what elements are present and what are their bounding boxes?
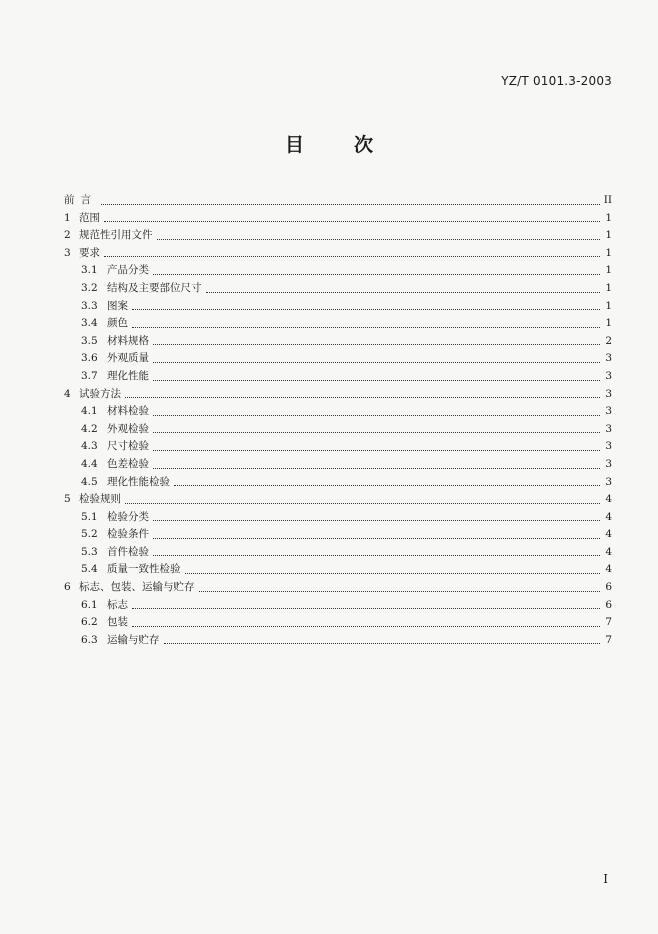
toc-entry-page: 1 (605, 229, 612, 242)
dot-leader (153, 379, 600, 381)
dot-leader (104, 220, 600, 222)
toc-entry (64, 421, 612, 439)
toc-entry-page: 3 (605, 457, 612, 470)
toc-entry (64, 632, 612, 650)
toc-entry-number: 6.3 (81, 633, 98, 646)
toc-entry-label: 材料检验 (107, 405, 149, 418)
toc-entry (64, 386, 612, 404)
toc-entry-label: 尺寸检验 (107, 440, 149, 453)
dot-leader (153, 361, 600, 363)
toc-entry-label: 质量一致性检验 (107, 563, 181, 576)
toc-entry-label: 范围 (79, 211, 100, 224)
toc-entry (64, 262, 612, 280)
toc-entry-label: 外观质量 (107, 352, 149, 365)
dot-leader (153, 537, 600, 539)
toc-entry-page: 3 (605, 475, 612, 488)
toc-entry-number: 3.7 (81, 369, 98, 382)
toc-entry-page: 6 (605, 581, 612, 594)
toc-entry-page: 7 (605, 616, 612, 629)
toc-entry-label: 包装 (107, 616, 128, 629)
dot-leader (153, 431, 600, 433)
toc-entry (64, 227, 612, 245)
toc-entry-number: 4.5 (81, 475, 98, 488)
toc-entry-number: 3.3 (81, 299, 98, 312)
dot-leader (185, 572, 601, 574)
toc-entry-label: 首件检验 (107, 545, 149, 558)
toc-entry-number: 5 (64, 493, 71, 506)
toc-entry-page: 1 (605, 317, 612, 330)
toc-entry-number: 2 (64, 229, 71, 242)
toc-entry (64, 210, 612, 228)
toc-entry (64, 614, 612, 632)
toc-entry (64, 333, 612, 351)
dot-leader (206, 291, 601, 293)
dot-leader (174, 484, 600, 486)
toc-entry (64, 368, 612, 386)
toc-entry-number: 5.2 (81, 528, 98, 541)
dot-leader (153, 554, 600, 556)
dot-leader (132, 326, 600, 328)
dot-leader (164, 642, 601, 644)
toc-entry-number: 5.3 (81, 545, 98, 558)
toc-entry-label: 要求 (79, 246, 100, 259)
toc-entry (64, 456, 612, 474)
toc-entry-label: 前言 (64, 194, 97, 206)
toc-entry-page: 1 (605, 299, 612, 312)
dot-leader (125, 396, 600, 398)
toc-entry (64, 280, 612, 298)
toc-entry-number: 4.3 (81, 440, 98, 453)
table-of-contents (64, 192, 612, 649)
toc-entry (64, 474, 612, 492)
toc-entry-number: 6.1 (81, 598, 98, 611)
toc-entry-label: 理化性能检验 (107, 475, 170, 488)
toc-entry (64, 315, 612, 333)
toc-entry-label: 理化性能 (107, 369, 149, 382)
toc-entry-number: 6 (64, 581, 71, 594)
toc-entry (64, 298, 612, 316)
toc-entry-label: 产品分类 (107, 264, 149, 277)
toc-entry-page: 4 (605, 510, 612, 523)
toc-entry-page: 3 (605, 387, 612, 400)
toc-entry-number: 3 (64, 246, 71, 259)
toc-entry-label: 运输与贮存 (107, 633, 160, 646)
toc-entry-page: 1 (605, 246, 612, 259)
toc-entry (64, 509, 612, 527)
toc-entry-number: 1 (64, 211, 71, 224)
toc-entry-number: 4.4 (81, 457, 98, 470)
dot-leader (125, 502, 600, 504)
toc-entry-label: 检验条件 (107, 528, 149, 541)
toc-entry-number: 3.4 (81, 317, 98, 330)
toc-entry-page: 6 (605, 598, 612, 611)
toc-entry-label: 检验分类 (107, 510, 149, 523)
toc-entry-page: 3 (605, 422, 612, 435)
toc-entry-page: 4 (605, 493, 612, 506)
toc-entry-label: 材料规格 (107, 334, 149, 347)
page-number: I (603, 872, 608, 886)
toc-entry-number: 5.4 (81, 563, 98, 576)
toc-entry-label: 检验规则 (79, 493, 121, 506)
toc-entry-number: 4 (64, 387, 71, 400)
toc-entry-number: 3.1 (81, 264, 98, 277)
dot-leader (132, 607, 600, 609)
dot-leader (153, 343, 600, 345)
dot-leader (157, 238, 601, 240)
toc-entry-page: 3 (605, 352, 612, 365)
toc-entry-page: 7 (605, 633, 612, 646)
toc-entry-number: 4.2 (81, 422, 98, 435)
dot-leader (153, 273, 600, 275)
toc-entry-label: 颜色 (107, 317, 128, 330)
toc-entry (64, 544, 612, 562)
dot-leader (104, 255, 600, 257)
toc-entry-page: 1 (605, 211, 612, 224)
toc-entry-page: 4 (605, 563, 612, 576)
dot-leader (153, 519, 600, 521)
toc-entry-label: 结构及主要部位尺寸 (107, 281, 202, 294)
toc-entry-label: 标志、包装、运输与贮存 (79, 581, 195, 594)
dot-leader (101, 203, 600, 205)
page-title: 目次 (284, 134, 423, 156)
toc-entry-page: 4 (605, 528, 612, 541)
toc-entry (64, 350, 612, 368)
toc-entry-number: 3.5 (81, 334, 98, 347)
toc-entry-label: 规范性引用文件 (79, 229, 153, 242)
dot-leader (153, 467, 600, 469)
dot-leader (199, 590, 601, 592)
toc-entry-label: 试验方法 (79, 387, 121, 400)
toc-entry-number: 5.1 (81, 510, 98, 523)
dot-leader (153, 414, 600, 416)
toc-entry (64, 561, 612, 579)
toc-entry (64, 403, 612, 421)
dot-leader (153, 449, 600, 451)
dot-leader (132, 625, 600, 627)
toc-entry-number: 3.6 (81, 352, 98, 365)
toc-entry (64, 579, 612, 597)
toc-entry (64, 597, 612, 615)
toc-entry-page: 3 (605, 440, 612, 453)
toc-entry-number: 6.2 (81, 616, 98, 629)
toc-entry-page: 2 (605, 334, 612, 347)
toc-entry-page: 3 (605, 369, 612, 382)
toc-entry (64, 438, 612, 456)
toc-entry (64, 192, 612, 210)
toc-entry (64, 245, 612, 263)
toc-entry-number: 3.2 (81, 281, 98, 294)
standard-code: YZ/T 0101.3-2003 (501, 74, 612, 88)
toc-entry-number: 4.1 (81, 405, 98, 418)
toc-entry-page: II (603, 194, 612, 206)
toc-entry-label: 标志 (107, 598, 128, 611)
toc-entry-page: 4 (605, 545, 612, 558)
toc-entry-page: 3 (605, 405, 612, 418)
toc-entry-label: 外观检验 (107, 422, 149, 435)
toc-entry-page: 1 (605, 264, 612, 277)
toc-entry-page: 1 (605, 281, 612, 294)
toc-entry-label: 图案 (107, 299, 128, 312)
dot-leader (132, 308, 600, 310)
toc-entry (64, 526, 612, 544)
toc-entry (64, 491, 612, 509)
toc-entry-label: 色差检验 (107, 457, 149, 470)
